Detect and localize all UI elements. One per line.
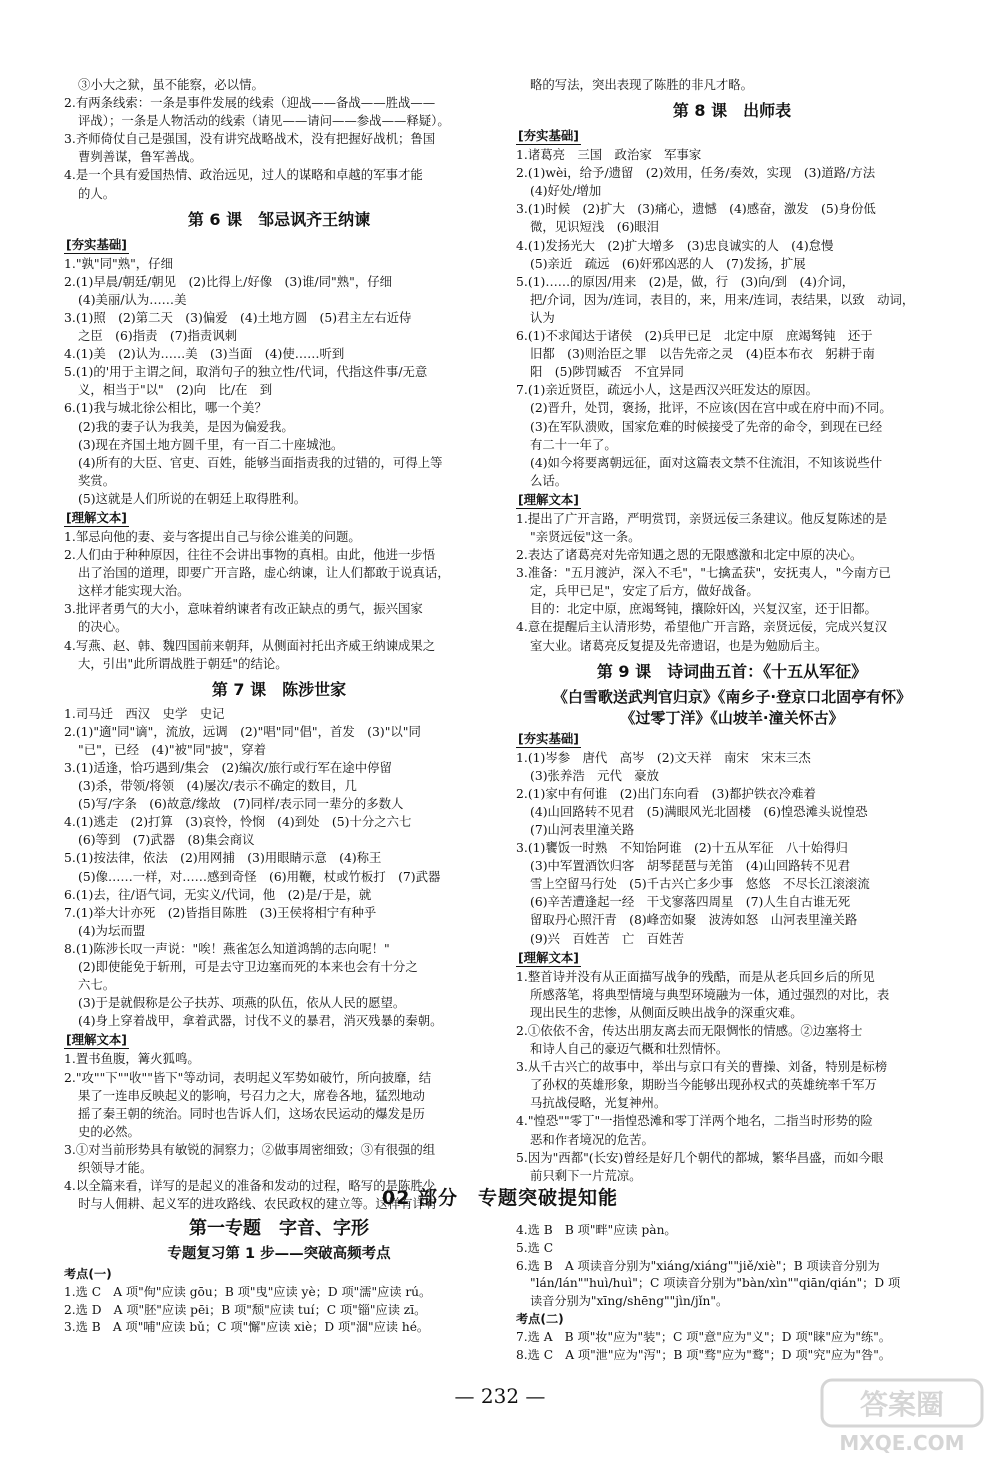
text-line: 3.(1)饔饭一时熟 不知饴阿谁 (2)十五从军征 八十始得归: [516, 840, 848, 856]
text-line: 3.准备："五月渡泸，深入不毛"，"七擒孟获"，安抚夷人，"今南方已: [516, 565, 891, 581]
watermark-logo: [818, 1374, 986, 1458]
bottom-left-lines: [64, 1284, 494, 1337]
text-line: 和诗人自己的豪迈气概和壮烈情怀。: [530, 1041, 729, 1057]
bottom-right-section: [516, 1222, 948, 1364]
text-line: 果了一连串反映起义的影响，号召力之大，席卷各地，猛烈地动: [78, 1087, 425, 1103]
text-line: (6)辛苦遭逢起一经 干戈寥落四周星 (7)人生自古谁无死: [530, 894, 851, 910]
text-line: 2.人们由于种种原因，往往不会讲出事物的真相。由此，他进一步悟: [64, 547, 436, 563]
text-line: 室大业。诸葛亮反复提及先帝遗诏，也是为勉励后主。: [530, 637, 828, 653]
text-line: 之臣 (6)指责 (7)指责讽刺: [78, 328, 238, 344]
text-line: (4)如今将要离朝远征，面对这篇表文禁不住流泪，不知该说些什: [530, 454, 883, 470]
text-line: 3.①对当前形势具有敏锐的洞察力；②做事周密细致；③有很强的组: [64, 1141, 436, 1157]
lesson9-subtitle2: 《过零丁洋》《山坡羊·潼关怀古》: [620, 708, 844, 727]
text-line: 略的写法，突出表现了陈胜的非凡才略。: [530, 77, 754, 92]
bottom-left-section: [64, 1216, 494, 1337]
text-line: (5)这就是人们所说的在朝廷上取得胜利。: [78, 490, 307, 506]
text-line: 3.选 B A 项"哺"应读 bǔ；C 项"懈"应读 xiè；D 项"涸"应读 hé。: [64, 1320, 430, 1335]
text-line: 义，相当于"以" (2)向 比/在 到: [78, 382, 273, 398]
text-line: 5.(1)的'用于主谓之间，取消句子的独立性/代词，代指这件事/无意: [64, 364, 428, 380]
text-line: 评战）；一条是人物活动的线索（请见——请问——参战——释疑）。: [78, 113, 450, 129]
lesson6-title: 第 6 课 邹忌讽齐王纳谏: [187, 209, 371, 229]
text-line: 么话。: [530, 472, 568, 488]
text-line: "亲贤远佞"这一条。: [530, 528, 641, 544]
text-line: 有二十一年了。: [530, 436, 617, 452]
lesson8-title: 第 8 课 出师表: [672, 101, 792, 121]
text-line: 摇了秦王朝的统治。同时也告诉人们，这场农民运动的爆发是历: [78, 1105, 425, 1121]
part-heading: 02 部分 专题突破提知能: [381, 1187, 619, 1209]
text-line: 4.选 B B 项"畔"应读 pàn。: [516, 1223, 677, 1237]
text-line: 2.选 D A 项"胚"应读 pēi；B 项"颓"应读 tuí；C 项"锱"应读 zī。: [64, 1302, 427, 1317]
bottom-right-lines-a: [516, 1222, 948, 1311]
text-line: 奖赏。: [78, 472, 116, 488]
watermark-line2: MXQE.COM: [839, 1431, 965, 1455]
lesson6-lijie: [64, 528, 494, 673]
text-line: 4.写燕、赵、韩、魏四国前来朝拜，从侧面衬托出齐威王纳谏成果之: [64, 637, 436, 653]
text-line: (4)所有的大臣、官吏、百姓，能够当面指责我的过错的，可得上等: [78, 454, 443, 470]
text-line: 出了治国的道理，即要广开言路，虚心纳谏，让人们都敢于说真话，: [78, 565, 450, 581]
text-line: 1.选 C A 项"佝"应读 gōu；B 项"曳"应读 yè；D 项"濡"应读 rú。: [64, 1284, 432, 1299]
lesson9-subtitle1: 《白雪歌送武判官归京》《南乡子·登京口北固亭有怀》: [552, 687, 912, 706]
text-line: 7.选 A B 项"妆"应为"装"；C 项"意"应为"义"；D 项"睐"应为"练"。: [516, 1329, 891, 1344]
lesson9-lijie: [516, 968, 948, 1185]
text-line: 5.因为"西都"(长安)曾经是好几个朝代的都城，繁华昌盛，而如今眼: [516, 1149, 884, 1165]
text-line: 六七。: [78, 977, 116, 993]
lesson8-jichu: [516, 146, 948, 490]
text-line: "lán/lán""huì/huì"；C 项读音分别为"bàn/xìn""qiān/qián"；D 项: [530, 1276, 901, 1291]
lesson6-lijie-label: [理解文本]: [66, 509, 127, 525]
lesson8-jichu-label: [夯实基础]: [518, 128, 579, 144]
text-line: (6)等到 (7)武器 (8)集会商议: [78, 832, 255, 848]
text-line: 6.(1)不求闻达于诸侯 (2)兵甲已足 北定中原 庶竭驽钝 还于: [516, 328, 873, 344]
text-line: (3)杀，带领/将领 (4)屡次/表示不确定的数目，几: [78, 778, 357, 794]
text-line: 的决心。: [78, 619, 128, 635]
text-line: 7.(1)亲近贤臣，疏远小人，这是西汉兴旺发达的原因。: [516, 382, 818, 398]
topic-title: 第一专题 字音、字形: [189, 1218, 369, 1239]
text-line: 5.选 C: [516, 1240, 554, 1255]
right-intro: [516, 76, 948, 94]
text-line: 8.(1)陈涉长叹一声说："唉！燕雀怎么知道鸿鹄的志向呢！": [64, 940, 390, 956]
text-line: 6.(1)去，往/语气词，无实义/代词，他 (2)是/于是，就: [64, 886, 372, 902]
text-line: 1.司马迁 西汉 史学 史记: [64, 705, 225, 721]
text-line: 2.(1)"適"同"谪"，流放，远调 (2)"唱"同"倡"，首发 (3)"以"同: [64, 723, 421, 739]
lesson9-jichu: [516, 749, 948, 948]
text-line: 恶和作者境况的危苦。: [530, 1131, 654, 1147]
bottom-right-lines-b: [516, 1329, 948, 1365]
text-line: 2."攻""下""收""皆下"等动词，表明起义军势如破竹，所向披靡，结: [64, 1069, 432, 1085]
page-number: — 232 —: [454, 1384, 546, 1408]
watermark-line1: 答案圈: [859, 1388, 945, 1421]
text-line: 1.整首诗并没有从正面描写战争的残酷，而是从老兵回乡后的所见: [516, 968, 875, 984]
text-line: 雪上空留马行处 (5)千古兴亡多少事 悠悠 不尽长江滚滚流: [530, 876, 870, 892]
text-line: 3.从千古兴亡的故事中，举出与京口有关的曹操、刘备，特别是标榜: [516, 1059, 888, 1075]
left-column: [64, 76, 494, 1213]
text-line: 的人。: [78, 185, 116, 201]
text-line: (5)像……一样，对……感到奇怪 (6)用鞭，杖或竹板打 (7)武器: [78, 868, 441, 884]
text-line: (9)兴 百姓苦 亡 百姓苦: [530, 930, 684, 946]
text-line: 所感落笔，将典型情境与典型环境融为一体，通过强烈的对比，表: [530, 986, 890, 1002]
lesson8-lijie: [516, 510, 948, 655]
lesson9-jichu-label: [夯实基础]: [518, 730, 579, 746]
lesson7-lijie-label: [理解文本]: [66, 1032, 127, 1048]
text-line: (3)于是就假称是公子扶苏、项燕的队伍，依从人民的愿望。: [78, 995, 406, 1011]
text-line: 4."惶恐""零丁"一指惶恐滩和零丁洋两个地名，二指当时形势的险: [516, 1113, 873, 1129]
lesson9-title: 第 9 课 诗词曲五首：《十五从军征》: [596, 661, 868, 681]
text-line: (7)山河表里潼关路: [530, 822, 635, 837]
text-line: (4)身上穿着战甲，拿着武器，讨伐不义的暴君，消灭残暴的秦朝。: [78, 1013, 443, 1029]
text-line: 大，引出"此所谓战胜于朝廷"的结论。: [78, 655, 288, 671]
text-line: 3.(1)照 (2)第二天 (3)偏爱 (4)土地方圆 (5)君主左右近侍: [64, 309, 412, 325]
text-line: 1.(1)岑参 唐代 高岑 (2)文天祥 南宋 宋末三杰: [516, 749, 811, 765]
text-line: 3.齐师倚仗自己是强国，没有讲究战略战术，没有把握好战机；鲁国: [64, 131, 436, 147]
text-line: 1.提出了广开言路，严明赏罚，亲贤远佞三条建议。他反复陈述的是: [516, 510, 888, 526]
text-line: 把/介词，因为/连词，表目的，来，用来/连词，表结果，以致 动词，: [530, 291, 915, 307]
text-line: (3)在军队溃败，国家危难的时候接受了先帝的命令，到现在已经: [530, 418, 883, 434]
text-line: (4)美丽/认为……美: [78, 291, 187, 307]
text-line: (4)为坛而盟: [78, 922, 146, 938]
text-line: 1.置书鱼腹，篝火狐鸣。: [64, 1051, 200, 1067]
text-line: 4.(1)美 (2)认为……美 (3)当面 (4)使……听到: [64, 346, 345, 362]
text-line: 6.(1)我与城北徐公相比，哪一个美？: [64, 400, 267, 416]
text-line: 2.(1)早晨/朝廷/朝见 (2)比得上/好像 (3)谁/同"熟"，仔细: [64, 273, 392, 289]
text-line: 6.选 B A 项读音分别为"xiáng/xiáng""jiě/xiè"；B 项读音分别为: [516, 1258, 880, 1273]
lesson6-jichu-label: [夯实基础]: [66, 236, 127, 252]
text-line: 4.(1)发扬光大 (2)扩大增多 (3)忠良诚实的人 (4)怠慢: [516, 237, 834, 253]
text-line: 4.以全篇来看，详写的是起义的准备和发动的过程，略写的是陈胜少: [64, 1178, 436, 1194]
text-line: (5)亲近 疏远 (6)奸邪凶恶的人 (7)发扬，扩展: [530, 255, 806, 271]
text-line: 4.意在提醒后主认清形势，希望他广开言路，亲贤远佞，完成兴复汉: [516, 619, 888, 635]
text-line: 5.(1)按法律，依法 (2)用网捕 (3)用眼睛示意 (4)称王: [64, 850, 382, 866]
text-line: 1.邹忌向他的妻、妾与客提出自己与徐公谁美的问题。: [64, 528, 361, 544]
lesson9-lijie-label: [理解文本]: [518, 949, 579, 965]
text-line: 2.①依依不舍，传达出朋友离去而无限惆怅的情感。②边塞将士: [516, 1022, 863, 1038]
text-line: 2.(1)家中有何谁 (2)出门东向看 (3)都护铁衣冷难着: [516, 785, 816, 801]
text-line: 1.诸葛亮 三国 政治家 军事家: [516, 147, 702, 163]
text-line: 4.是一个具有爱国热情、政治远见，过人的谋略和卓越的军事才能: [64, 167, 423, 183]
text-line: 2.表达了诸葛亮对先帝知遇之恩的无限感激和北定中原的决心。: [516, 547, 863, 563]
lesson6-jichu: [64, 255, 494, 508]
step-title: 专题复习第 1 步——突破高频考点: [167, 1246, 391, 1262]
text-line: ③小大之狱，虽不能察，必以情。: [78, 77, 264, 92]
lesson8-lijie-label: [理解文本]: [518, 491, 579, 507]
text-line: 2.有两条线索：一条是事件发展的线索（迎战——备战——胜战——: [64, 95, 436, 111]
text-line: "已"，已经 (4)"被"同"披"，穿着: [78, 741, 267, 757]
text-line: 1."孰"同"熟"，仔细: [64, 255, 173, 271]
text-line: (2)我的妻子认为我美，是因为偏爱我。: [78, 418, 294, 434]
text-line: 目的：北定中原，庶竭驽钝，攘除奸凶，兴复汉室，还于旧都。: [530, 601, 877, 617]
kaodian-2-label: 考点(二): [516, 1311, 564, 1326]
text-line: 马抗战侵略，光复神州。: [530, 1095, 667, 1111]
text-line: 曹刿善谋，鲁军善战。: [78, 149, 202, 165]
text-line: 4.(1)逃走 (2)打算 (3)哀怜，怜悯 (4)到处 (5)十分之六七: [64, 814, 412, 830]
text-line: 了孙权的英雄形象，期盼当今能够出现孙权式的英雄统率千军万: [530, 1077, 877, 1093]
text-line: 织领导才能。: [78, 1159, 153, 1175]
text-line: 3.(1)适逢，恰巧遇到/集会 (2)编次/旅行或行军在途中停留: [64, 760, 392, 775]
text-line: (2)晋升，处罚，褒扬，批评，不应该(因在宫中或在府中而)不同。: [530, 400, 892, 416]
text-line: 旧都 (3)则治臣之罪 以告先帝之灵 (4)臣本布衣 躬耕于南: [530, 346, 875, 362]
text-line: 定，兵甲已足"，安定了后方，做好战备。: [530, 583, 759, 599]
text-line: (5)写/字条 (6)故意/缘故 (7)同样/表示同一辈分的多数人: [78, 796, 404, 812]
text-line: (4)好处/增加: [530, 183, 602, 199]
text-line: 前只剩下一片荒凉。: [530, 1167, 642, 1183]
text-line: (3)张养浩 元代 豪放: [530, 767, 660, 783]
kaodian-1-label: 考点(一): [64, 1267, 112, 1281]
text-line: 5.(1)……的原因/用来 (2)是，做，行 (3)向/到 (4)介词，: [516, 273, 855, 289]
text-line: 阳 (5)陟罚臧否 不宜异同: [530, 364, 684, 380]
text-line: 留取丹心照汗青 (8)峰峦如聚 波涛如怒 山河表里潼关路: [530, 912, 858, 928]
text-line: 现出民生的悲惨，从侧面反映出战争的深重灾难。: [530, 1004, 803, 1020]
text-line: 2.(1)wèi，给予/遗留 (2)效用，任务/奏效，实现 (3)道路/方法: [516, 165, 876, 181]
text-line: 时与人佣耕、起义军的进攻路线、农民政权的建立等。这样有详有: [78, 1196, 438, 1212]
text-line: (3)中军置酒饮归客 胡琴琵琶与羌笛 (4)山回路转不见君: [530, 858, 851, 874]
text-line: (4)山回路转不见君 (5)满眼风光北固楼 (6)惶恐滩头说惶恐: [530, 803, 868, 819]
left-intro: [64, 76, 494, 203]
text-line: 3.(1)时候 (2)扩大 (3)痛心，遗憾 (4)感奋，激发 (5)身份低: [516, 201, 876, 217]
text-line: 微，见识短浅 (6)眼泪: [530, 219, 660, 235]
lesson7-title: 第 7 课 陈涉世家: [211, 679, 347, 699]
right-column: [516, 76, 948, 1185]
text-line: (2)即使能免于斩刑，可是去守卫边塞而死的本来也会有十分之: [78, 959, 418, 975]
text-line: 这样才能实现大治。: [78, 583, 190, 599]
text-line: 认为: [530, 309, 555, 325]
text-line: 8.选 C A 项"泄"应为"泻"；B 项"骛"应为"鹜"；D 项"究"应为"咎"。: [516, 1347, 891, 1362]
text-line: 读音分别为"xīng/shēng""jìn/jǐn"。: [530, 1294, 729, 1309]
text-line: 史的必然。: [78, 1123, 140, 1139]
lesson7-lines: [64, 705, 494, 1031]
text-line: 3.批评者勇气的大小，意味着纳谏者有改正缺点的勇气，振兴国家: [64, 601, 423, 617]
text-line: 7.(1)举大计亦死 (2)皆指目陈胜 (3)王侯将相宁有种乎: [64, 904, 377, 920]
text-line: (3)现在齐国土地方圆千里，有一百二十座城池。: [78, 436, 344, 452]
